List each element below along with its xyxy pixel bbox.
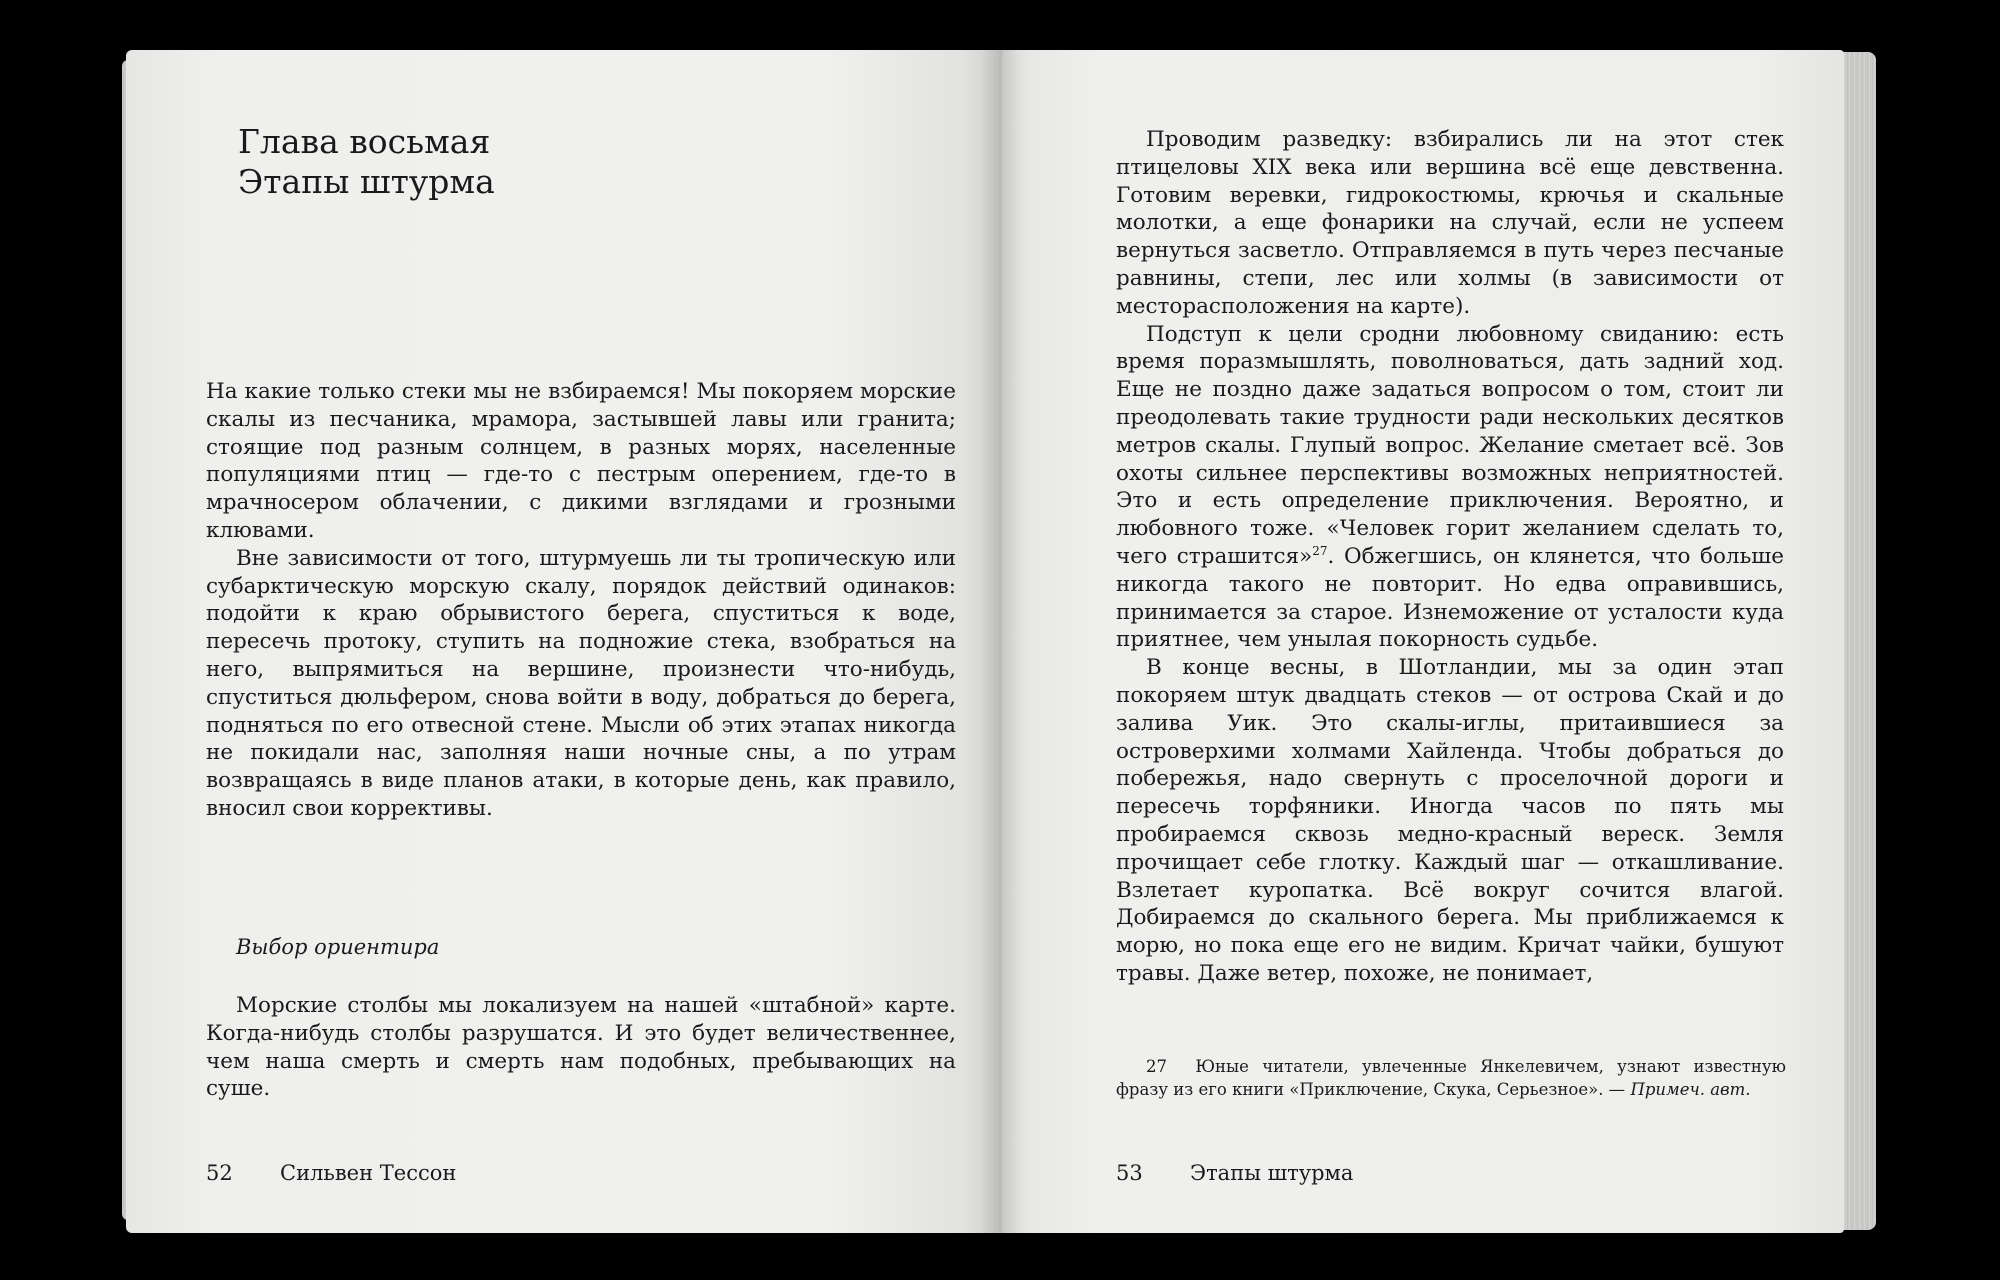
- chapter-title-line1: Глава восьмая: [238, 122, 491, 161]
- right-page-number: 53: [1116, 1161, 1143, 1185]
- footnote-number: 27: [1146, 1057, 1167, 1076]
- left-text-block-2: [206, 992, 956, 1103]
- right-paragraph-2-part-2: . Обжегшись, он клянется, что больше никогда такого не повторит. Но едва оправившись, принимается за старое. Изнеможение от усталости куда приятнее, чем унылая покорность судьбе.: [1116, 543, 1785, 653]
- footnote: [1116, 1055, 1786, 1101]
- left-paragraph-1: На какие только стеки мы не взбираемся! Мы покоряем морские скалы из песчаника, мрамора, застывшей лавы или гранита; стоящие под разным солнцем, в разных морях, населенные популяциями птиц — где-то с пестрым оперением, где-то в мрачносером облачении, с дикими взглядами и грозными клювами.: [206, 379, 956, 543]
- left-paragraph-2: Вне зависимости от того, штурмуешь ли ты тропическую или субарктическую морскую скалу, порядок действий одинаков: подойти к краю обрывистого берега, спуститься к воде, пересечь протоку, ступить на подножие стека, взобраться на него, выпрямиться на вершине, произнести что-нибудь, спуститься дюльфером, снова войти в воду, добраться до берега, подняться по его отвесной стене. Мысли об этих этапах никогда не покидали нас, заполняя наши ночные сны, а по утрам возвращаясь в виде планов атаки, в которые день, как правило, вносил свои коррективы.: [206, 545, 956, 821]
- left-page: [126, 50, 998, 1233]
- left-text-block-1: [206, 378, 956, 823]
- footnote-text: Юные читатели, увлеченные Янкелевичем, узнают известную фразу из его книги «Приключение, Скука, Серьезное». —: [1116, 1057, 1786, 1099]
- left-paragraph-3: Морские столбы мы локализуем на нашей «штабной» карте. Когда-нибудь столбы разрушатся. И это будет величественнее, чем наша смерть и смерть нам подобных, пребывающих на суше.: [206, 993, 956, 1102]
- left-running-head: Сильвен Тессон: [280, 1161, 457, 1185]
- section-subheading: Выбор ориентира: [236, 935, 440, 959]
- left-folio: [206, 1159, 456, 1187]
- right-paragraph-1: Проводим разведку: взбирались ли на этот стек птицеловы XIX века или вершина всё еще девственна. Готовим веревки, гидрокостюмы, крючья и скальные молотки, а еще фонарики на случай, если не успеем вернуться засветло. Отправляемся в путь через песчаные равнины, степи, лес или холмы (в зависимости от месторасположения на карте).: [1116, 127, 1784, 319]
- left-page-number: 52: [206, 1161, 233, 1185]
- footnote-attribution: Примеч. авт.: [1630, 1080, 1751, 1099]
- right-paragraph-2: [1116, 321, 1784, 655]
- chapter-title-line2: Этапы штурма: [238, 162, 495, 201]
- right-folio: [1116, 1159, 1353, 1187]
- footnote-reference: 27: [1312, 543, 1328, 558]
- right-running-head: Этапы штурма: [1190, 1161, 1354, 1185]
- right-paragraph-2-part-1: Подступ к цели сродни любовному свиданию: есть время поразмышлять, поволноваться, дать задний ход. Еще не поздно даже задаться вопросом о том, стоит ли преодолевать такие трудности ради нескольких десятков метров скалы. Глупый вопрос. Желание сметает всё. Зов охоты сильнее перспективы возможных неприятностей. Это и есть определение приключения. Вероятно, и любовного тоже. «Человек горит желанием сделать то, чего страшится»: [1116, 321, 1784, 569]
- chapter-title: [238, 122, 495, 202]
- right-paragraph-3: В конце весны, в Шотландии, мы за один этап покоряем штук двадцать стеков — от острова Скай и до залива Уик. Это скалы-иглы, притаившиеся за островерхими холмами Хайленда. Чтобы добраться до побережья, надо свернуть с проселочной дороги и пересечь торфяники. Иногда часов по пять мы пробираемся сквозь медно-красный вереск. Земля прочищает себе глотку. Каждый шаг — откашливание. Взлетает куропатка. Всё вокруг сочится влагой. Добираемся до скального берега. Мы приближаемся к морю, но пока еще его не видим. Кричат чайки, бушуют травы. Даже ветер, похоже, не понимает,: [1116, 655, 1784, 986]
- right-page: [998, 50, 1844, 1233]
- right-text-block: [1116, 126, 1784, 988]
